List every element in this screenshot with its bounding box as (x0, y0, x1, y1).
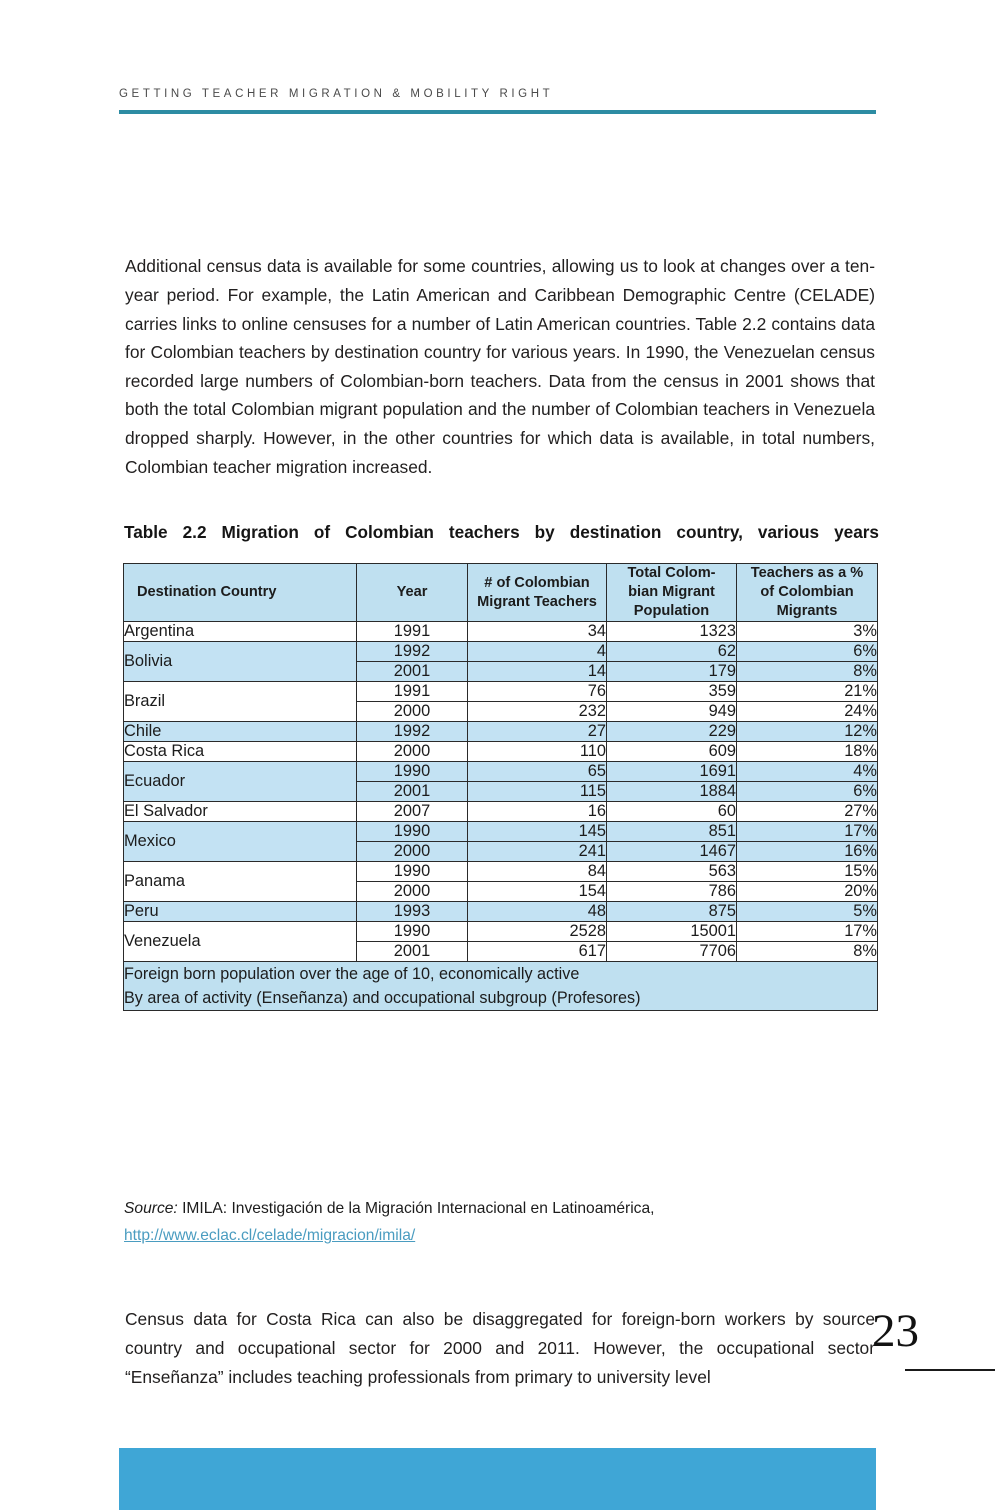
cell-year: 2001 (357, 662, 468, 682)
cell-country: Ecuador (124, 762, 357, 802)
cell-population: 1323 (607, 622, 737, 642)
footnote-row (124, 962, 878, 1011)
cell-percent: 3% (737, 622, 878, 642)
cell-population: 609 (607, 742, 737, 762)
cell-year: 1990 (357, 822, 468, 842)
cell-population: 359 (607, 682, 737, 702)
table-row (124, 802, 878, 822)
column-header-percent (737, 564, 878, 622)
intro-paragraph: Additional census data is available for some countries, allowing us to look at changes over a ten-year period. For example, the Latin American and Caribbean Demographic Centre (CELADE) carries links to online censuses for a number of Latin American countries. Table 2.2 contains data for Colombian teachers by destination country for various years. In 1990, the Venezuelan census recorded large numbers of Colombian-born teachers. Data from the census in 2001 shows that both the total Colombian migrant population and the number of Colombian teachers in Venezuela dropped sharply. However, in the other countries for which data is available, in total numbers, Colombian teacher migration increased. (125, 256, 875, 477)
cell-year: 1990 (357, 762, 468, 782)
table-row (124, 862, 878, 882)
cell-population: 179 (607, 662, 737, 682)
cell-percent: 18% (737, 742, 878, 762)
cell-country: Mexico (124, 822, 357, 862)
cell-population: 563 (607, 862, 737, 882)
cell-year: 1990 (357, 922, 468, 942)
column-header-teachers (468, 564, 607, 622)
cell-population: 229 (607, 722, 737, 742)
cell-percent: 16% (737, 842, 878, 862)
cell-teachers: 154 (468, 882, 607, 902)
cell-percent: 17% (737, 822, 878, 842)
cell-population: 1467 (607, 842, 737, 862)
cell-population: 851 (607, 822, 737, 842)
cell-percent: 17% (737, 922, 878, 942)
cell-country: Venezuela (124, 922, 357, 962)
footnote-line-1: Foreign born population over the age of 10, economically active (124, 965, 580, 983)
cell-country: Chile (124, 722, 357, 742)
cell-country: Bolivia (124, 642, 357, 682)
column-header-teachers-line1: # of Colombian (484, 574, 590, 591)
cell-country: Costa Rica (124, 742, 357, 762)
cell-year: 1991 (357, 682, 468, 702)
column-header-population-line1: Total Colom- (627, 565, 716, 581)
cell-year: 2000 (357, 702, 468, 722)
cell-teachers: 4 (468, 642, 607, 662)
cell-teachers: 110 (468, 742, 607, 762)
cell-teachers: 145 (468, 822, 607, 842)
cell-teachers: 241 (468, 842, 607, 862)
source-text: IMILA: Investigación de la Migración Internacional en Latinoamérica, (177, 1200, 655, 1217)
table-container (123, 563, 877, 1011)
cell-percent: 8% (737, 662, 878, 682)
table-header-row (124, 564, 878, 622)
table-row (124, 822, 878, 842)
cell-percent: 21% (737, 682, 878, 702)
table-row (124, 922, 878, 942)
cell-year: 2000 (357, 842, 468, 862)
cell-year: 2000 (357, 882, 468, 902)
cell-population: 875 (607, 902, 737, 922)
cell-percent: 6% (737, 642, 878, 662)
cell-population: 60 (607, 802, 737, 822)
cell-teachers: 2528 (468, 922, 607, 942)
cell-percent: 15% (737, 862, 878, 882)
cell-country: Panama (124, 862, 357, 902)
cell-country: Brazil (124, 682, 357, 722)
cell-teachers: 84 (468, 862, 607, 882)
cell-percent: 12% (737, 722, 878, 742)
cell-percent: 20% (737, 882, 878, 902)
cell-year: 1993 (357, 902, 468, 922)
cell-teachers: 65 (468, 762, 607, 782)
table-row (124, 902, 878, 922)
migration-table (123, 563, 878, 1011)
table-row (124, 722, 878, 742)
source-url-link[interactable]: http://www.eclac.cl/celade/migracion/imila/ (124, 1227, 416, 1244)
cell-teachers: 76 (468, 682, 607, 702)
cell-population: 949 (607, 702, 737, 722)
page-number-rule (905, 1369, 995, 1371)
column-header-percent-line2: of Colombian (760, 584, 854, 600)
cell-year: 2007 (357, 802, 468, 822)
cell-teachers: 34 (468, 622, 607, 642)
cell-percent: 8% (737, 942, 878, 962)
cell-population: 786 (607, 882, 737, 902)
header-rule (119, 110, 876, 114)
cell-population: 1884 (607, 782, 737, 802)
cell-teachers: 115 (468, 782, 607, 802)
column-header-year: Year (357, 564, 468, 622)
cell-population: 62 (607, 642, 737, 662)
cell-year: 2001 (357, 942, 468, 962)
cell-teachers: 617 (468, 942, 607, 962)
footnote-line-2: By area of activity (Enseñanza) and occupational subgroup (Profesores) (124, 989, 641, 1007)
cell-percent: 4% (737, 762, 878, 782)
cell-year: 2000 (357, 742, 468, 762)
cell-percent: 24% (737, 702, 878, 722)
cell-teachers: 16 (468, 802, 607, 822)
footnote-cell (124, 962, 878, 1011)
cell-year: 2001 (357, 782, 468, 802)
running-head-text: GETTING TEACHER MIGRATION & MOBILITY RIGHT (119, 88, 554, 100)
table-row (124, 762, 878, 782)
column-header-country: Destination Country (124, 564, 357, 622)
table-row (124, 682, 878, 702)
source-label: Source: (124, 1200, 178, 1217)
column-header-teachers-line2: Migrant Teachers (477, 593, 597, 610)
cell-teachers: 232 (468, 702, 607, 722)
cell-year: 1992 (357, 722, 468, 742)
running-head (119, 88, 876, 100)
cell-year: 1992 (357, 642, 468, 662)
table-body (124, 622, 878, 962)
cell-country: Argentina (124, 622, 357, 642)
cell-year: 1990 (357, 862, 468, 882)
column-header-percent-line3: Migrants (776, 603, 838, 619)
cell-percent: 6% (737, 782, 878, 802)
cell-population: 15001 (607, 922, 737, 942)
table-caption: Table 2.2 Migration of Colombian teachers by destination country, various years (124, 522, 879, 542)
cell-population: 1691 (607, 762, 737, 782)
cell-year: 1991 (357, 622, 468, 642)
cell-teachers: 27 (468, 722, 607, 742)
cell-teachers: 48 (468, 902, 607, 922)
table-row (124, 642, 878, 662)
cell-percent: 27% (737, 802, 878, 822)
cell-population: 7706 (607, 942, 737, 962)
table-footer (124, 962, 878, 1011)
source-note (124, 1195, 884, 1249)
column-header-population-line2: bian Migrant (628, 584, 715, 600)
cell-country: Peru (124, 902, 357, 922)
cell-teachers: 14 (468, 662, 607, 682)
outro-paragraph: Census data for Costa Rica can also be disaggregated for foreign-born workers by source country and occupational sector for 2000 and 2011. However, the occupational sector “Enseñanza” includes teaching professionals from primary to university level (125, 1309, 875, 1387)
table-row (124, 742, 878, 762)
bottom-decorative-bar (119, 1448, 876, 1510)
column-header-population-line3: Population (633, 603, 710, 619)
page-number: 23 (872, 1305, 919, 1357)
column-header-percent-line1: Teachers as a % (750, 565, 864, 581)
cell-percent: 5% (737, 902, 878, 922)
cell-country: El Salvador (124, 802, 357, 822)
column-header-population (607, 564, 737, 622)
table-row (124, 622, 878, 642)
